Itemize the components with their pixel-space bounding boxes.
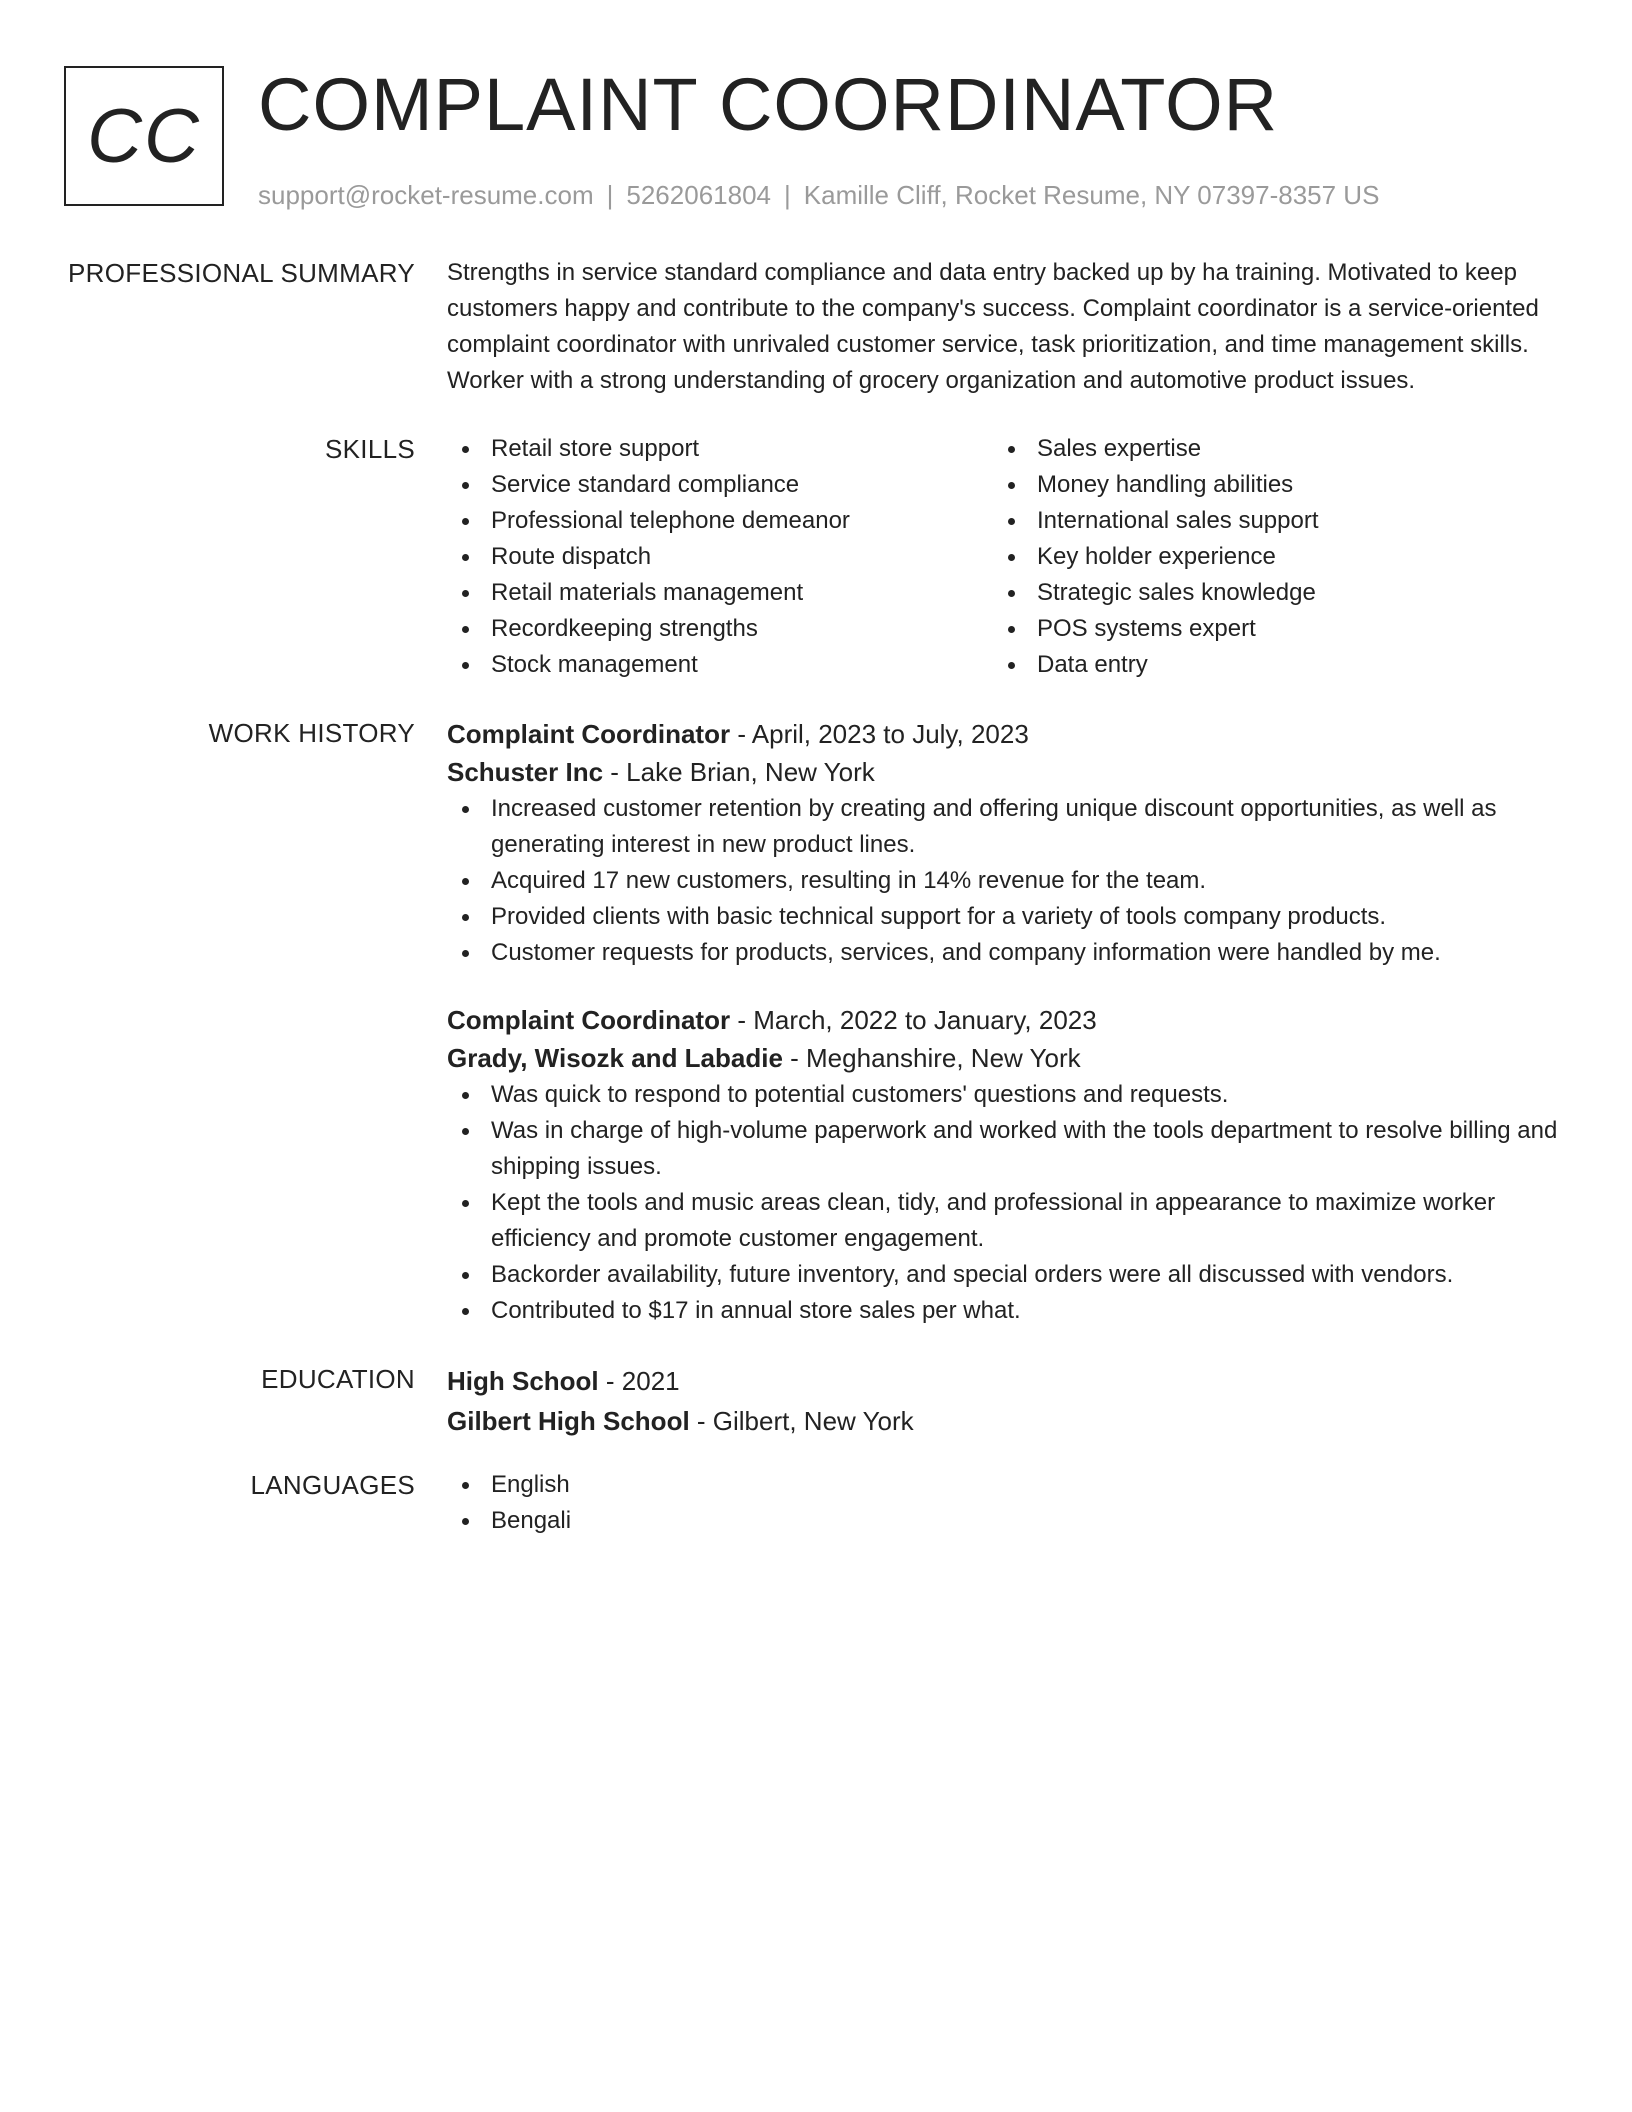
- contact-separator: |: [606, 180, 614, 210]
- monogram-badge: CC: [64, 66, 224, 206]
- work-history-content: [447, 715, 1567, 1329]
- skill-item: Service standard compliance: [447, 467, 993, 503]
- education-section: [64, 1361, 1568, 1441]
- languages-list: [447, 1467, 1567, 1539]
- job-duty: Customer requests for products, services, and company information were handled by me.: [447, 935, 1567, 971]
- education-location: - Gilbert, New York: [689, 1406, 914, 1436]
- skill-item: Strategic sales knowledge: [993, 575, 1539, 611]
- work-history-label: WORK HISTORY: [208, 718, 415, 748]
- education-school-line: [447, 1401, 1567, 1441]
- skill-item: Sales expertise: [993, 431, 1539, 467]
- skills-label: SKILLS: [325, 434, 415, 464]
- job-location: - Lake Brian, New York: [603, 757, 875, 787]
- job-location: - Meghanshire, New York: [782, 1043, 1081, 1073]
- skills-section: [64, 431, 1568, 683]
- education-degree-line: [447, 1361, 1567, 1401]
- job-dates: - March, 2022 to January, 2023: [730, 1005, 1097, 1035]
- job-company-line: [447, 753, 1567, 791]
- summary-text: Strengths in service standard compliance and data entry backed up by ha training. Motivated to keep customers happy and contribute to the company's success. Complaint coordinator is a service-oriented complaint coordinator with unrivaled customer service, task prioritization, and time management skills. Worker with a strong understanding of grocery organization and automotive product issues.: [447, 259, 1539, 394]
- skill-item: Recordkeeping strengths: [447, 611, 993, 647]
- resume-title: COMPLAINT COORDINATOR: [258, 63, 1279, 146]
- languages-label: LANGUAGES: [250, 1470, 415, 1500]
- education-content: [447, 1361, 1567, 1441]
- job-duty: Backorder availability, future inventory, and special orders were all discussed with vendors.: [447, 1257, 1567, 1293]
- skills-list-right: [993, 431, 1539, 683]
- education-school: Gilbert High School: [447, 1406, 690, 1436]
- contact-phone: 5262061804: [626, 180, 771, 210]
- job-duty: Acquired 17 new customers, resulting in 14% revenue for the team.: [447, 863, 1567, 899]
- job-company: Grady, Wisozk and Labadie: [447, 1043, 783, 1073]
- contact-email: support@rocket-resume.com: [258, 180, 594, 210]
- job-duty: Was quick to respond to potential customers' questions and requests.: [447, 1077, 1567, 1113]
- education-degree: High School: [447, 1366, 599, 1396]
- languages-content: [447, 1467, 1567, 1539]
- job-duty: Kept the tools and music areas clean, tidy, and professional in appearance to maximize worker efficiency and promote customer engagement.: [447, 1185, 1567, 1257]
- job-duty: Provided clients with basic technical support for a variety of tools company products.: [447, 899, 1567, 935]
- education-year: - 2021: [598, 1366, 680, 1396]
- skill-item: International sales support: [993, 503, 1539, 539]
- languages-section: [64, 1467, 1568, 1539]
- language-item: Bengali: [447, 1503, 1567, 1539]
- summary-section: [64, 255, 1568, 399]
- skill-item: Key holder experience: [993, 539, 1539, 575]
- header-text: [258, 63, 1380, 211]
- job-company: Schuster Inc: [447, 757, 604, 787]
- job-entry: [447, 715, 1567, 971]
- language-item: English: [447, 1467, 1567, 1503]
- job-duty: Contributed to $17 in annual store sales per what.: [447, 1293, 1567, 1329]
- skill-item: Data entry: [993, 647, 1539, 683]
- job-title: Complaint Coordinator: [447, 1005, 731, 1035]
- skill-item: Professional telephone demeanor: [447, 503, 993, 539]
- education-label: EDUCATION: [261, 1364, 415, 1394]
- skill-item: POS systems expert: [993, 611, 1539, 647]
- job-company-line: [447, 1039, 1567, 1077]
- job-title: Complaint Coordinator: [447, 719, 731, 749]
- skills-content: [447, 431, 1567, 683]
- contact-address: Kamille Cliff, Rocket Resume, NY 07397-8357 US: [803, 180, 1380, 210]
- job-title-line: [447, 1001, 1567, 1039]
- skill-item: Retail store support: [447, 431, 993, 467]
- skills-list-left: [447, 431, 993, 683]
- job-entry: [447, 1001, 1567, 1329]
- job-duty: Increased customer retention by creating and offering unique discount opportunities, as well as generating interest in new product lines.: [447, 791, 1567, 863]
- skill-item: Retail materials management: [447, 575, 993, 611]
- skill-item: Route dispatch: [447, 539, 993, 575]
- contact-line: [258, 180, 1379, 211]
- job-duty: Was in charge of high-volume paperwork and worked with the tools department to resolve billing and shipping issues.: [447, 1113, 1567, 1185]
- summary-content: [447, 255, 1567, 399]
- job-duties-list: [447, 1077, 1567, 1329]
- job-duties-list: [447, 791, 1567, 971]
- job-title-line: [447, 715, 1567, 753]
- summary-label: PROFESSIONAL SUMMARY: [68, 258, 415, 288]
- skill-item: Stock management: [447, 647, 993, 683]
- work-history-section: [64, 715, 1568, 1329]
- contact-separator: |: [784, 180, 791, 210]
- job-dates: - April, 2023 to July, 2023: [730, 719, 1029, 749]
- resume-header: [64, 63, 1568, 211]
- skill-item: Money handling abilities: [993, 467, 1539, 503]
